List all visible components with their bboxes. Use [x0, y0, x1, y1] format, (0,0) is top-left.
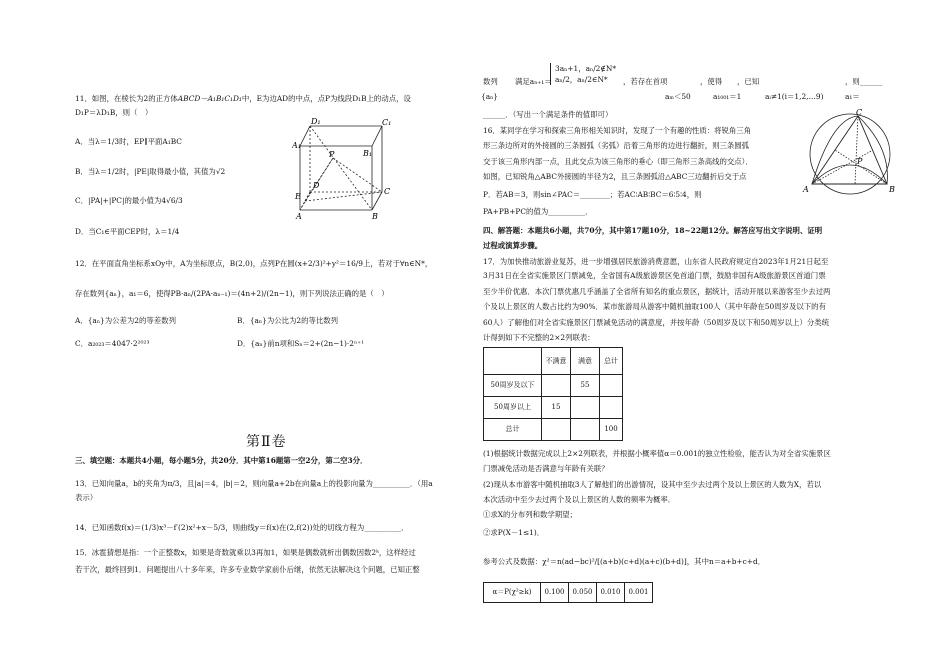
- q17-sub-1: ①求X的分布列和数学期望；: [483, 510, 577, 519]
- q17-formula-line: [483, 557, 765, 566]
- formula: χ²＝n(ad−bc)²/[(a+b)(c+d)(a+c)(b+d)]: [542, 557, 687, 566]
- q11-stem-a: 11．如图，在棱长为2的正方体: [75, 94, 178, 103]
- q11-stem: [75, 94, 411, 103]
- q12-stem: [75, 259, 432, 268]
- q14-text: 14．已知函数f(x)＝(1/3)x³－f′(2)x²+x－5/3，则曲线y＝f(x)在(2,f(2))处的切线方程为__________．: [75, 523, 409, 532]
- q11-option-c: C．|PA|+|PC|的最小值为4√6/3: [75, 196, 183, 205]
- table-row: [484, 397, 623, 419]
- cube-edge: [372, 192, 382, 210]
- q12-stem-a: 12．在平面直角坐标系xOy中，A为坐标原点，: [75, 259, 230, 268]
- q16-line-1: 16．某同学在学习和探索三角形相关知识时，发现了一个有趣的性质：将锐角三角: [483, 126, 752, 135]
- q15-cont-recurrence: 满足aₙ₊₁＝: [515, 77, 552, 86]
- q15-cond-4: a₁＝: [845, 92, 860, 101]
- q15-cont-f: ，则: [845, 77, 860, 86]
- q13-text: 13．已知向量a，b的夹角为π/3，且|a|＝4，|b|＝2，则向量a+2b在向量a上的投影向量为__________．（用a: [75, 479, 433, 488]
- q15-text: 15．冰雹猜想是指：一个正整数x，如果是奇数就乘以3再加1，如果是偶数就析出偶数因数2ᵏ，这样经过: [75, 548, 416, 557]
- q16-line-5: P．若AB＝3，则sin∠PAC＝________；若AC∶AB∶BC＝6∶5∶4，则: [483, 190, 702, 199]
- q15-cond-3: aᵢ≠1(i＝1,2,…9): [765, 92, 824, 101]
- diag-d1b: [310, 126, 372, 210]
- label-a1: A₁: [292, 141, 301, 150]
- q12-line2-c: ，则下列说法正确的是（ ）: [292, 289, 389, 298]
- table-cell: [571, 419, 600, 441]
- table-cell: 0.050: [569, 583, 597, 603]
- table-cell: [571, 397, 600, 419]
- table-cell: [542, 375, 571, 397]
- formula-label: 参考公式及数据：: [483, 557, 543, 566]
- q12-stem-c: 上，若对于: [363, 259, 400, 268]
- table-cell: [542, 419, 571, 441]
- q15-cond-1: aₘ＜50: [665, 92, 691, 101]
- q12-line2: [75, 289, 389, 298]
- q12-line2-a: 存在数列: [75, 289, 105, 298]
- table-row: [484, 583, 653, 603]
- q12-line2-b: ，a₁＝6，使得: [121, 289, 171, 298]
- q11-stem-d: ，则（ ）: [115, 108, 153, 117]
- table-header-cell: 不满意: [542, 348, 571, 375]
- section-3-heading: 三、填空题：本题共4小题，每小题5分，共20分．其中第16题第一空2分，第二空3分．: [75, 456, 368, 465]
- label-a: A: [296, 212, 302, 221]
- table-header-cell: [484, 348, 542, 375]
- table-cell: 15: [542, 397, 571, 419]
- q15-text-2: 若干次，最终回到1．问题提出八十多年来，许多专业数学家前仆后继，依然无法解决这个问题，已知正整: [75, 565, 420, 574]
- q17-line-1: 17．为加快推动旅游业复苏，进一步增强居民旅游消费意愿，山东省人民政府规定自2023年1月21日起至: [483, 257, 829, 266]
- section-4-heading-2: 过程或演算步骤。: [483, 241, 543, 250]
- q11-seg: D₁B: [352, 94, 367, 103]
- table-row: [484, 419, 623, 441]
- q15-case-1: 3aₙ+1，aₙ/2∉N*: [555, 64, 617, 73]
- q17-part2-a: (2)现从本市游客中随机抽取3人了解他们的出游情况，设其中至少去过两个及以上景区的人数为X，若以: [483, 480, 822, 489]
- table-cell: 50周岁以上: [484, 397, 542, 419]
- label-b: B: [372, 212, 378, 221]
- segment-ec: [305, 192, 382, 201]
- q15-cont-e: ，已知: [737, 77, 760, 86]
- label-c: C: [856, 108, 863, 117]
- q15-cond-2: a₁₀₀₁＝1: [713, 92, 742, 101]
- q13-text-2: 表示）: [75, 493, 98, 502]
- altitude-a: [812, 150, 873, 184]
- formula-tail: ，其中n＝a+b+c+d．: [686, 557, 766, 566]
- q16-line-6: PA+PB+PC的值为__________．: [483, 207, 593, 216]
- table-cell: α＝P(χ²≥k): [484, 583, 541, 603]
- q12-option-a: A．{aₙ}为公差为2的等差数列: [75, 316, 176, 325]
- table-cell: 50周岁及以下: [484, 375, 542, 397]
- q12-seq: {aₙ}: [104, 289, 122, 298]
- q15-case-2: aₙ/2，aₙ/2∈N*: [555, 75, 608, 85]
- table-cell: 0.100: [541, 583, 569, 603]
- q15-cont-seq-label: 数列: [483, 77, 498, 86]
- q16-line-4: 如图，已知锐角△ABC外接圆的半径为2，且三条圆弧沿△ABC三边翻折后交于点: [483, 172, 747, 181]
- q11-cube: ABCD－A₁B₁C₁D₁: [177, 94, 242, 103]
- table-cell: 总计: [484, 419, 542, 441]
- q16-line-2: 形三条边所对的外接圆的三条圆弧（劣弧）沿着三角形的边进行翻折，则三条圆弧: [483, 141, 750, 150]
- altitude-c: [855, 116, 858, 184]
- q12-option-b: B．{aₙ}为公比为2的等比数列: [237, 316, 339, 325]
- triangle-circle-figure: [795, 108, 905, 200]
- q17-line-5: 60人）了解他们对全省实施景区门票减免活动的满意度，并按年龄（50周岁及以下和50周岁以上）分类统: [483, 318, 830, 327]
- q12-option-d: D．{aₙ}前n项和Sₙ＝2+(2n−1)·2ⁿ⁺¹: [237, 339, 365, 348]
- q11-rel: D₁P＝λD₁B: [75, 108, 116, 117]
- altitude-b: [835, 150, 887, 184]
- circumcircle: [810, 114, 890, 194]
- q17-line-6: 计得到如下不完整的2×2列联表：: [483, 333, 595, 342]
- q16-line-3: 交于该三角形内部一点，且此交点为该三角形的垂心（即三角形三条高线的交点）．: [483, 157, 753, 166]
- label-c: C: [384, 187, 391, 196]
- q17-sub-2: ②求P(X－1≤1)．: [483, 528, 545, 537]
- label-p: P: [857, 157, 863, 166]
- q17-line-2: 3月31日在全省实施景区门票减免，全省国有A级旅游景区免首道门票，鼓励非国有A级旅游景区首道门票: [483, 271, 826, 280]
- label-e: E: [295, 192, 301, 201]
- label-d1: D₁: [311, 117, 321, 126]
- q11-stem-line2: [75, 108, 152, 117]
- table-cell: 100: [600, 419, 623, 441]
- part-ii-title: 第Ⅱ卷: [246, 434, 287, 450]
- label-b: B: [889, 185, 895, 194]
- q17-part1-a: (1)根据统计数据完成以上2×2列联表，并根据小概率值α＝0.001的独立性检验，能否认为对全省实施景区: [483, 449, 831, 458]
- q11-option-b: B．当λ＝1/2时，|PE|取得最小值，其值为√2: [75, 167, 226, 176]
- table-cell: [600, 375, 623, 397]
- q12-circle: (x+2/3)²+y²＝16/9: [294, 259, 363, 268]
- q12-forall: ∀n∈N*: [399, 259, 425, 268]
- table-header-cell: 满意: [571, 348, 600, 375]
- q11-stem-c: 上的动点，设: [366, 94, 411, 103]
- cube-edge: [372, 126, 382, 146]
- section-4-heading: 四、解答题：本题共6小题，共70分，其中第17题10分，18~22题12分。解答应写出文字说明、证明: [483, 226, 823, 235]
- q12-option-c: C．a₂₀₂₃＝4047·2²⁰²³: [75, 339, 150, 348]
- q17-line-3: 至少半价优惠．本次门票优惠几乎涵盖了全省所有知名的重点景区，据统计，活动开展以来游客至少去过两: [483, 287, 831, 296]
- q15-cont-cases: [550, 63, 616, 85]
- table-header-row: [484, 348, 623, 375]
- q12-stem-d: ，: [424, 259, 433, 268]
- q17-part1-b: 门票减免活动是否满意与年龄有关联？: [483, 464, 609, 473]
- q11-option-d: D．当C₁∈平面CEP时，λ＝1/4: [75, 227, 180, 236]
- label-b1: B₁: [363, 149, 373, 158]
- q15-cont-seq: {aₙ}: [481, 92, 499, 101]
- label-p: P: [329, 150, 335, 159]
- table-row: [484, 375, 623, 397]
- reference-table: [483, 582, 653, 603]
- cube-figure: [292, 114, 392, 222]
- q15-cont-line3: ______．（写出一个满足条件的值即可）: [483, 110, 613, 119]
- table-cell: 0.010: [597, 583, 625, 603]
- q17-line-4: 个及以上景区的人数占比约为90%．某市旅游局从游客中随机抽取100人（其中年龄在50周岁及以下的有: [483, 302, 826, 311]
- table-cell: 0.001: [625, 583, 653, 603]
- q15-cont-d: ，使得: [700, 77, 723, 86]
- table-header-cell: 总计: [600, 348, 623, 375]
- table-cell: 55: [571, 375, 600, 397]
- contingency-table: [483, 347, 623, 441]
- q12-ratio: PB·aₙ/(2PA·aₙ₋₁)＝(4n+2)/(2n−1): [170, 289, 293, 298]
- segment-pc: [333, 158, 382, 192]
- q15-cont-c: ，若存在首项: [623, 77, 668, 86]
- label-d: D: [313, 181, 320, 190]
- q12-stem-b: ，点列P在圆: [252, 259, 295, 268]
- q11-option-a: A．当λ＝1/3时，EP∥平面A₁BC: [75, 137, 182, 146]
- label-a: A: [803, 185, 809, 194]
- q15-cont-blank: ______: [860, 77, 883, 86]
- label-c1: C₁: [382, 118, 392, 127]
- q17-part2-b: 本次活动中至少去过两个及以上景区的人数的频率为概率．: [483, 495, 676, 504]
- table-cell: [600, 397, 623, 419]
- q12-point-b: B(2,0): [229, 259, 253, 268]
- q11-stem-b: 中，E为边AD的中点，点P为线段: [241, 94, 353, 103]
- cube-edge: [300, 126, 310, 146]
